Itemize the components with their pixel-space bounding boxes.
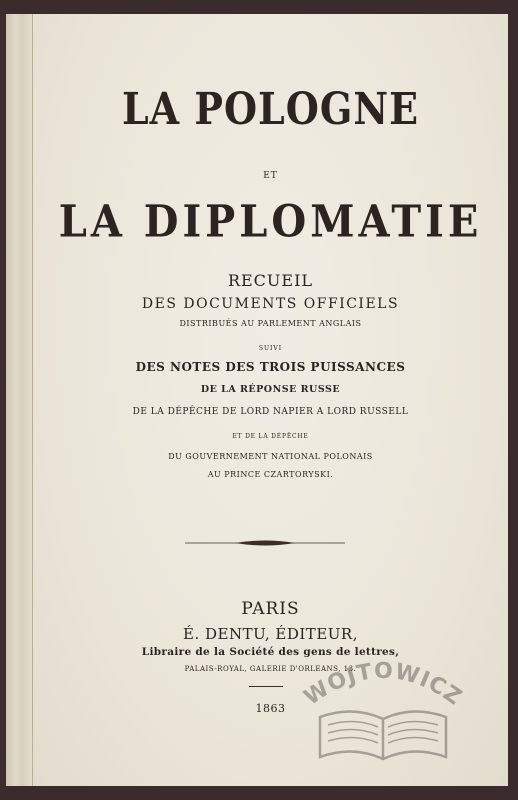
subtitle-depeche-napier: DE LA DÉPÊCHE DE LORD NAPIER A LORD RUSSELL <box>132 407 409 417</box>
subtitle-recueil: RECUEIL <box>227 271 314 290</box>
book-spine <box>6 14 33 786</box>
imprint-publisher: É. DENTU, ÉDITEUR, <box>183 625 358 643</box>
subtitle-documents: DES DOCUMENTS OFFICIELS <box>141 296 400 312</box>
subtitle-notes: DES NOTES DES TROIS PUISSANCES <box>135 360 406 374</box>
open-book-stamp-icon <box>298 647 468 765</box>
subtitle-et-depeche: ET DE LA DÉPÊCHE <box>232 433 309 440</box>
title-line-1: LA POLOGNE <box>121 82 420 135</box>
subtitle-distribues: DISTRIBUÉS AU PARLEMENT ANGLAIS <box>179 319 362 328</box>
imprint-divider <box>249 686 283 687</box>
title-conjunction: ET <box>263 171 278 181</box>
subtitle-reponse: DE LA RÉPONSE RUSSE <box>200 384 341 395</box>
imprint-libraire: Libraire de la Société des gens de lettres, <box>141 646 400 658</box>
title-page <box>33 14 508 786</box>
title-line-2: LA DIPLOMATIE <box>58 195 483 248</box>
imprint-address: PALAIS-ROYAL, GALERIE D'ORLEANS, 13. <box>184 665 357 673</box>
svg-text:WOJTOWICZ: WOJTOWICZ <box>299 658 467 711</box>
imprint-year: 1863 <box>255 702 286 715</box>
subtitle-prince: AU PRINCE CZARTORYSKI. <box>207 470 334 479</box>
imprint-city: PARIS <box>241 599 300 619</box>
subtitle-suivi: SUIVI <box>258 345 283 352</box>
ornamental-rule <box>185 537 345 549</box>
subtitle-gouvernement: DU GOUVERNEMENT NATIONAL POLONAIS <box>168 452 373 461</box>
book <box>6 14 508 786</box>
